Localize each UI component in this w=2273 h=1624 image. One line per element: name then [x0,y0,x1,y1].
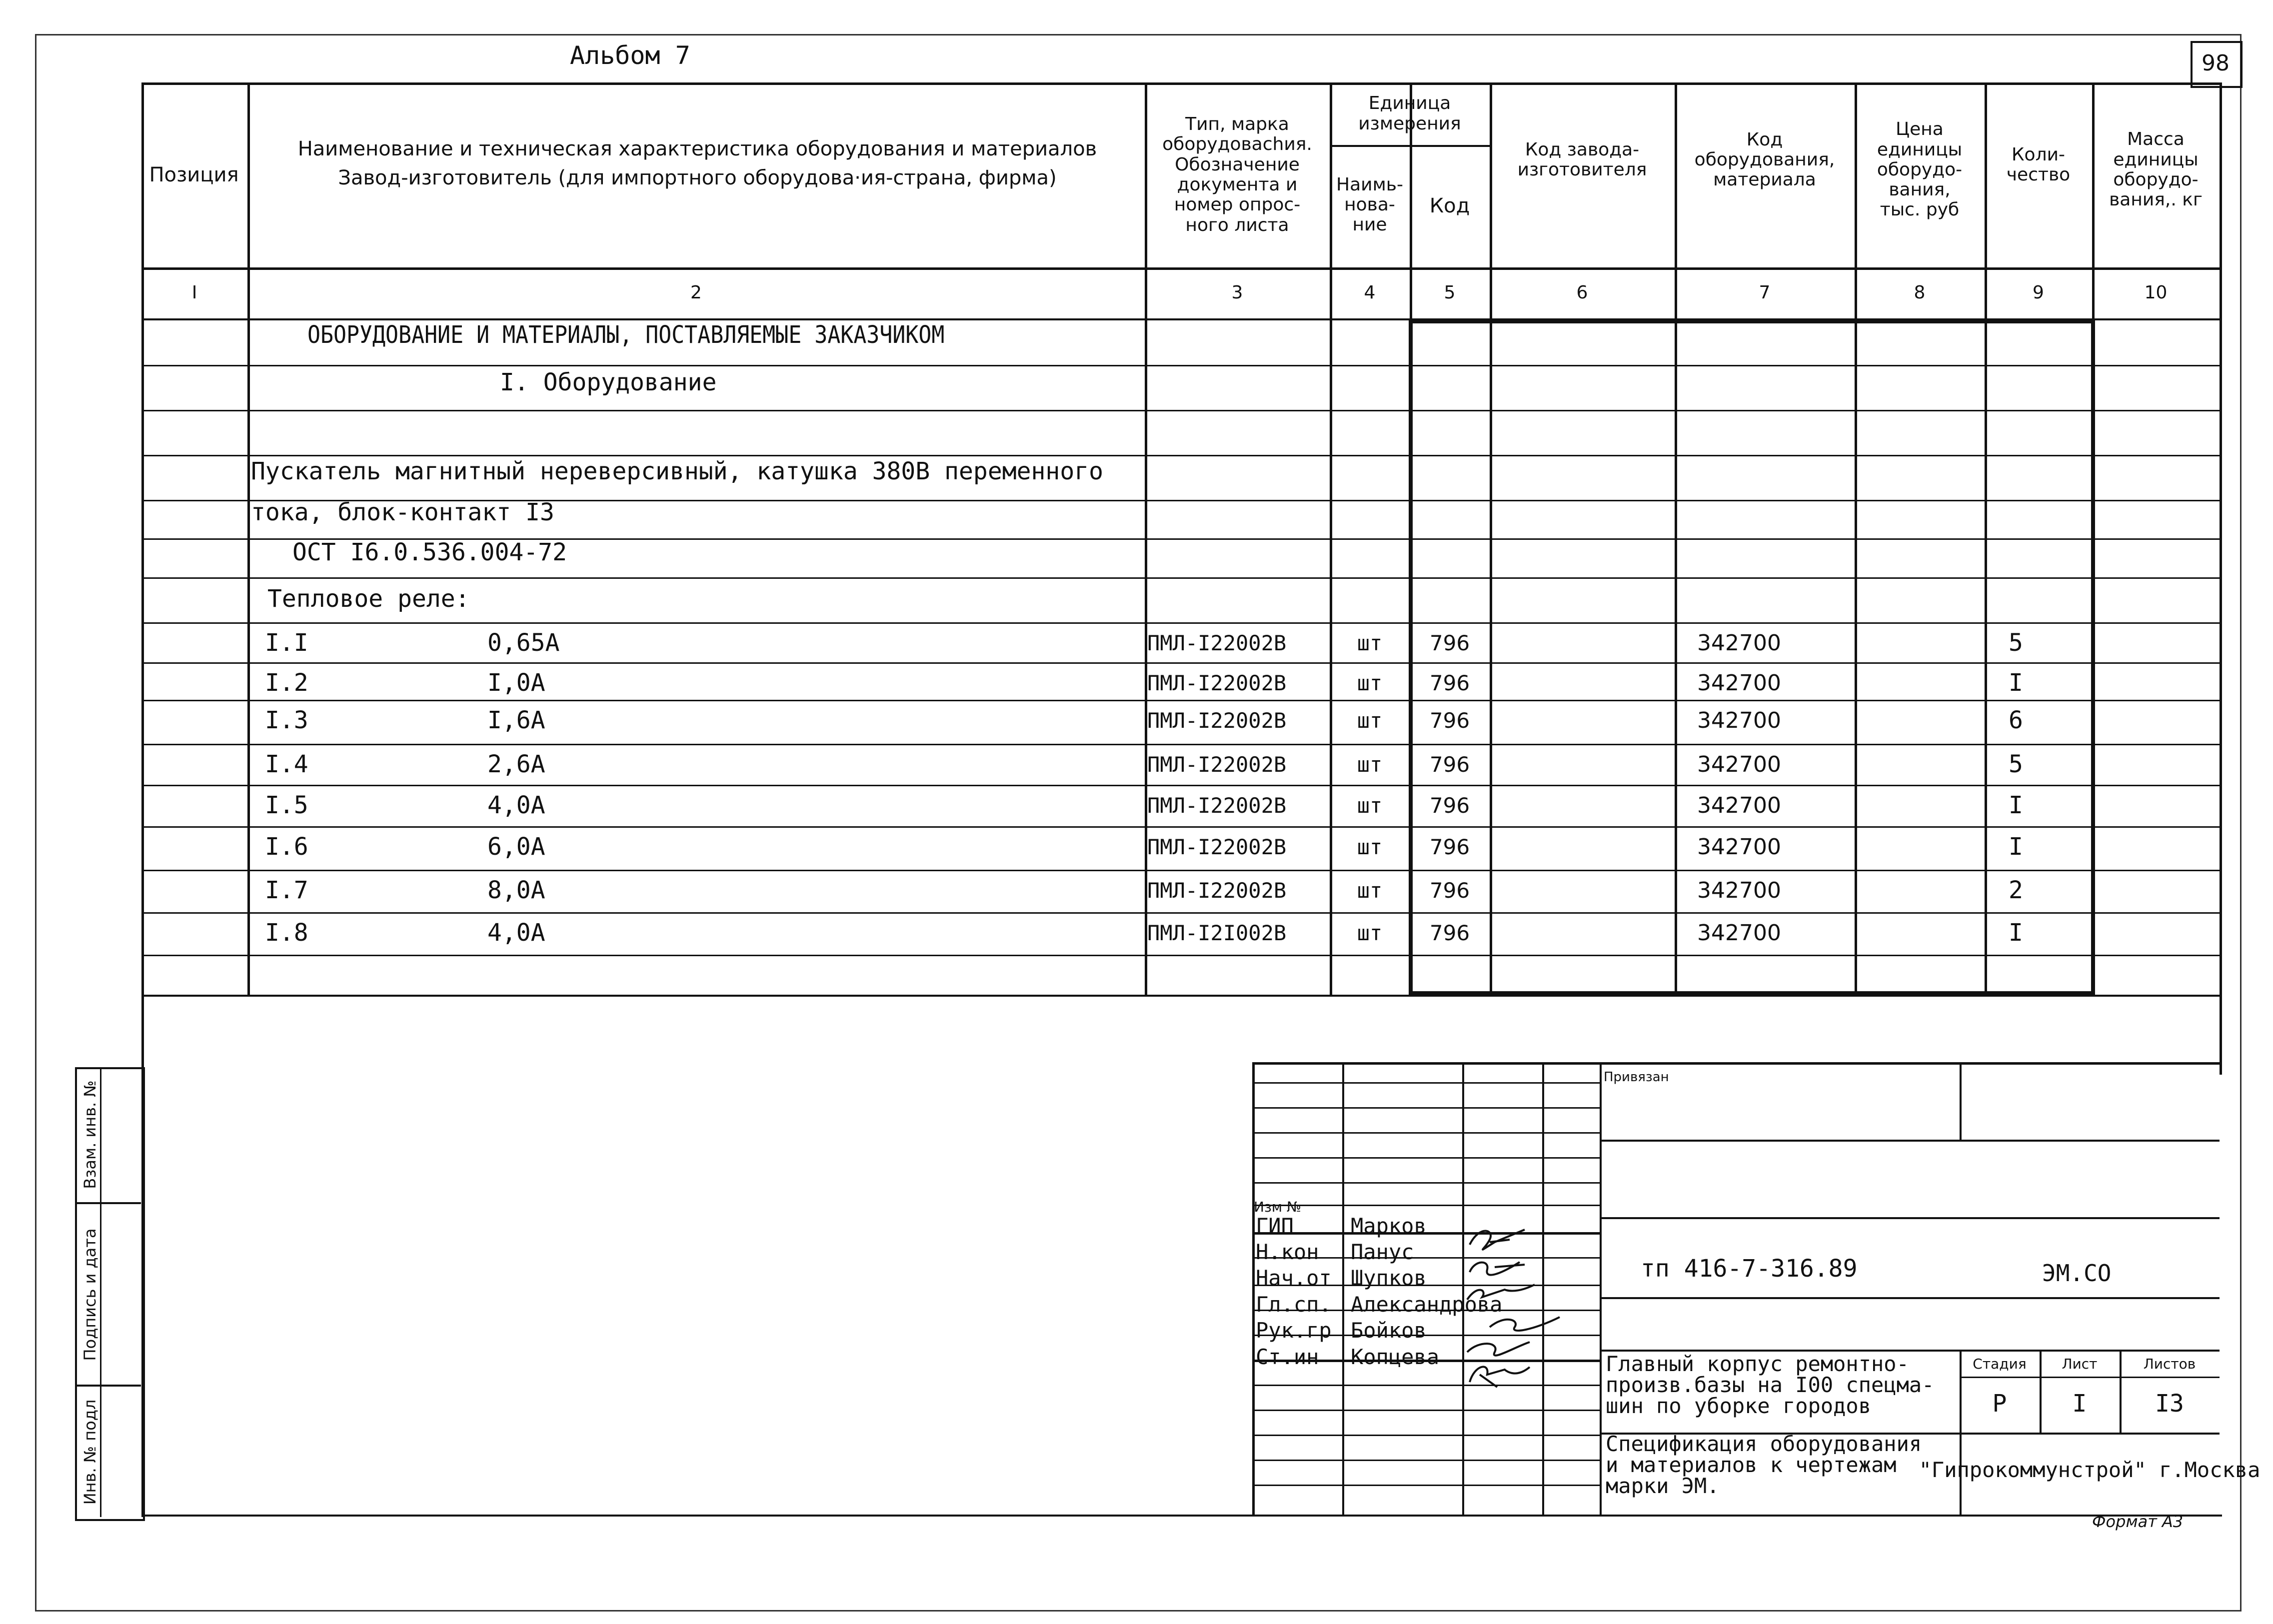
row-unit: шт [1357,921,1383,946]
row-unit-code: 796 [1429,878,1470,903]
stage-label: Стадия [1973,1356,2027,1373]
row-equipment-code: 342700 [1697,708,1781,734]
signatory-name: Александрова [1351,1292,1503,1317]
signatory-role: ГИП [1256,1214,1294,1238]
stage-value: Р [1992,1390,2007,1418]
row-unit: шт [1357,878,1383,903]
tb-row [1252,1205,1600,1206]
row-position: I.4 [265,750,308,779]
column-number: I [191,282,197,303]
signatory-role: Н.кон [1256,1240,1319,1264]
row-unit: шт [1357,752,1383,777]
row-position: I.I [265,629,308,657]
signatory-role: Рук.гр [1256,1318,1332,1343]
tb-row [1252,1410,1600,1411]
tb-row [1252,1182,1600,1184]
tb-col [1960,1062,1962,1140]
column-number: 8 [1914,282,1926,303]
row-equipment-code: 342700 [1697,793,1781,819]
row-quantity: I [2009,669,2023,697]
header-unit-code: Код [1429,194,1470,218]
row-position: I.3 [265,706,308,735]
row-quantity: 5 [2009,750,2023,779]
row-position: I.7 [265,876,308,905]
signatory-name: Бойков [1351,1318,1427,1343]
album-label: Альбом 7 [570,41,690,70]
tb-right-row [1600,1217,2220,1219]
header-name-line2: Завод-изготовитель (для импортного оборудова·ия-страна, фирма) [338,166,1057,189]
tb-row [1252,1435,1600,1436]
column-number: 3 [1231,282,1243,303]
row-type: ПМЛ-I22002В [1147,793,1287,818]
header-unit-price: Цена единицы оборудо- вания, тыс. руб [1877,119,1963,220]
row-equipment-code: 342700 [1697,920,1781,946]
row-quantity: 2 [2009,876,2023,905]
row-line [141,955,2220,956]
signatures [1460,1215,1600,1390]
page-number: 98 [2202,50,2230,76]
item-desc-line3: ОСТ I6.0.536.004-72 [292,538,567,566]
signatory-name: Панус [1351,1240,1414,1264]
header-position: Позиция [149,163,239,186]
row-quantity: I [2009,833,2023,861]
tb-right-row [1600,1140,2220,1142]
row-equipment-code: 342700 [1697,752,1781,778]
format-label: Формат А3 [2092,1512,2184,1531]
row-unit-code: 796 [1429,631,1470,656]
row-rating: 6,0А [487,833,545,861]
column-number: 7 [1759,282,1771,303]
row-unit: шт [1357,835,1383,860]
tb-row [1252,1132,1600,1134]
row-type: ПМЛ-I2I002В [1147,921,1287,946]
column-border [2220,82,2222,1075]
row-type: ПМЛ-I22002В [1147,835,1287,860]
table-top-border [141,82,2220,85]
section-title: ОБОРУДОВАНИЕ И МАТЕРИАЛЫ, ПОСТАВЛЯЕМЫЕ ЗАКАЗЧИКОМ [307,321,945,349]
tb-row [1252,1485,1600,1486]
doc-mark: ЭМ.СО [2042,1260,2112,1287]
item-desc-line2: тока, блок-контакт I3 [251,498,554,526]
row-type: ПМЛ-I22002В [1147,671,1287,696]
bold-box-top [1409,320,2092,323]
tb-row [1252,1082,1600,1084]
tb-left [1252,1062,1255,1515]
subsection-title: I. Оборудование [500,368,717,396]
row-position: I.8 [265,919,308,947]
row-quantity: I [2009,919,2023,947]
row-quantity: 5 [2009,629,2023,657]
row-rating: I,6А [487,706,545,735]
tb-row [1252,1107,1600,1109]
bold-box-right [2091,320,2095,995]
column-number: 4 [1364,282,1376,303]
row-unit: шт [1357,793,1383,818]
signatory-role: Гл.сп. [1256,1292,1332,1317]
object-name: Главный корпус ремонтно- произв.базы на I00 спецма- шин по уборке городов [1606,1352,1935,1418]
row-line [141,577,2220,579]
row-line [141,365,2220,366]
izm-no-label: Изм № [1254,1199,1301,1215]
signatory-role: Нач.от [1256,1266,1332,1290]
tb-row [1252,1157,1600,1159]
sheets-value: I3 [2155,1390,2184,1418]
page-bottom-border [141,1515,2222,1517]
organization: "Гипрокоммунстрой" г.Москва [1919,1457,2261,1482]
header-name-line1: Наименование и техническая характеристика оборудования и материалов [297,137,1097,160]
row-rating: 0,65А [487,629,560,657]
side-stamp-divider [75,1202,141,1204]
column-number: 6 [1576,282,1588,303]
row-type: ПМЛ-I22002В [1147,708,1287,733]
sheet-value: I [2072,1390,2087,1418]
header-equipment-code: Код оборудования, материала [1694,129,1835,190]
sheets-label: Листов [2143,1356,2196,1373]
row-line [141,455,2220,456]
doc-title: Спецификация оборудования и материалов к чертежам марки ЭМ. [1606,1432,1922,1498]
tb-row [1252,1460,1600,1461]
row-unit: шт [1357,708,1383,733]
header-unit: Единица измерения [1358,93,1461,134]
doc-code: тп 416-7-316.89 [1641,1255,1858,1283]
signatory-role: Ст.ин [1256,1345,1319,1369]
header-factory-code: Код завода- изготовителя [1517,139,1647,180]
bold-box-bottom [1409,991,2092,995]
row-equipment-code: 342700 [1697,834,1781,860]
row-equipment-code: 342700 [1697,878,1781,904]
row-quantity: 6 [2009,706,2023,735]
header-unit-name: Наимь- нова- ние [1336,174,1403,235]
side-stamp-signature-date: Подпись и дата [80,1228,99,1361]
header-type: Тип, марка оборудоваchия. Обозначение документа и номер опрос- ного листа [1162,114,1312,235]
side-stamp-divider [100,1067,101,1517]
side-stamp-inv-podl: Инв. № подл [80,1399,99,1505]
column-number: 10 [2144,282,2168,303]
row-type: ПМЛ-I22002В [1147,878,1287,903]
row-rating: 2,6А [487,750,545,779]
tb-top [1252,1062,2222,1065]
row-position: I.2 [265,669,308,697]
row-type: ПМЛ-I22002В [1147,631,1287,656]
row-rating: 8,0А [487,876,545,905]
privyazan-label: Привязан [1604,1070,1669,1085]
header-quantity: Коли- чество [2006,144,2071,185]
row-position: I.6 [265,833,308,861]
column-number: 9 [2033,282,2044,303]
column-number: 5 [1444,282,1456,303]
signatory-name: Копцева [1351,1345,1440,1369]
tb-col [1342,1062,1344,1515]
row-equipment-code: 342700 [1697,630,1781,656]
row-equipment-code: 342700 [1697,670,1781,696]
tb-right-row [1600,1297,2220,1299]
row-unit-code: 796 [1429,671,1470,696]
row-position: I.5 [265,791,308,820]
row-unit-code: 796 [1429,752,1470,777]
item-desc-line1: Пускатель магнитный нереверсивный, катушка 380В переменного [251,457,1104,485]
row-unit: шт [1357,671,1383,696]
sheet-label: Лист [2062,1356,2098,1373]
row-rating: 4,0А [487,919,545,947]
signatory-name: Шупков [1351,1266,1427,1290]
row-unit: шт [1357,631,1383,656]
row-unit-code: 796 [1429,835,1470,860]
row-type: ПМЛ-I22002В [1147,752,1287,777]
item-desc-line4: Тепловое реле: [267,585,470,613]
signatory-name: Марков [1351,1214,1427,1238]
side-stamp-divider [75,1385,141,1387]
row-quantity: I [2009,791,2023,820]
tb-col [1600,1062,1602,1515]
row-rating: I,0А [487,669,545,697]
column-number: 2 [690,282,702,303]
row-line [141,410,2220,411]
header-name [250,137,1145,189]
side-stamp-vzam-inv: Взам. инв. № [80,1080,99,1189]
row-rating: 4,0А [487,791,545,820]
header-unit-mass: Масса единицы оборудо- вания,. кг [2109,129,2203,210]
row-unit-code: 796 [1429,793,1470,818]
row-unit-code: 796 [1429,708,1470,733]
row-unit-code: 796 [1429,921,1470,946]
